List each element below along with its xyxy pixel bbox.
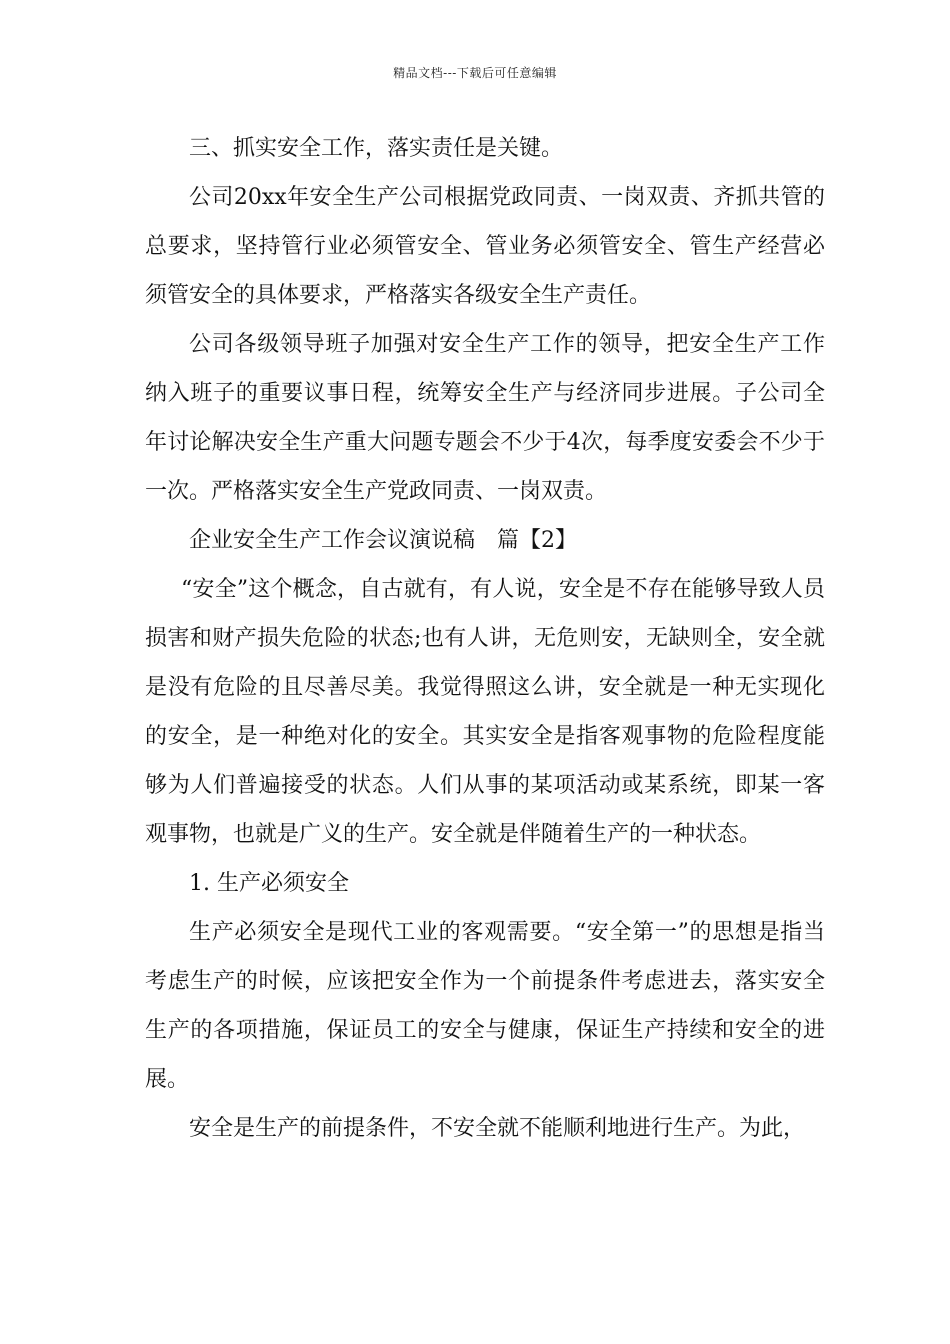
paragraph-leadership: 公司各级领导班子加强对安全生产工作的领导，把安全生产工作纳入班子的重要议事日程，统筹安全生产与经济同步进展。子公司全年讨论解决安全生产重大问题专题会不少于4次，每季度安委会不少于一次。严格落实安全生产党政同责、一岗双责。 — [145, 332, 825, 504]
paragraph-safety-concept: “安全”这个概念，自古就有，有人说，安全是不存在能够导致人员损害和财产损失危险的状态;也有人讲，无危则安，无缺则全，安全就是没有危险的且尽善尽美。我觉得照这么讲，安全就是一种无实现化的安全，是一种绝对化的安全。其实安全是指客观事物的危险程度能够为人们普遍接受的状态。人们从事的某项活动或某系统，即某一客观事物，也就是广义的生产。安全就是伴随着生产的一种状态。 — [145, 577, 825, 847]
paragraph-production-requirement: 生产必须安全是现代工业的客观需要。“安全第一”的思想是指当考虑生产的时候，应该把安全作为一个前提条件考虑进去，落实安全生产的各项措施，保证员工的安全与健康，保证生产持续和安全的进展。 — [145, 920, 825, 1092]
section-heading-part-2: 企业安全生产工作会议演说稿 篇【2】 — [189, 528, 577, 553]
paragraph-responsibility: 公司20xx年安全生产公司根据党政同责、一岗双责、齐抓共管的总要求，坚持管行业必须管安全、管业务必须管安全、管生产经营必须管安全的具体要求，严格落实各级安全生产责任。 — [145, 185, 825, 308]
subheading-production-safety: 1. 生产必须安全 — [189, 871, 349, 896]
page-header: 精品文档---下载后可任意编辑 — [393, 66, 557, 80]
paragraph-safety-precondition: 安全是生产的前提条件，不安全就不能顺利地进行生产。为此， — [189, 1116, 806, 1141]
paragraph-section-three: 三、抓实安全工作，落实责任是关键。 — [189, 136, 564, 161]
document-body — [145, 124, 825, 1153]
